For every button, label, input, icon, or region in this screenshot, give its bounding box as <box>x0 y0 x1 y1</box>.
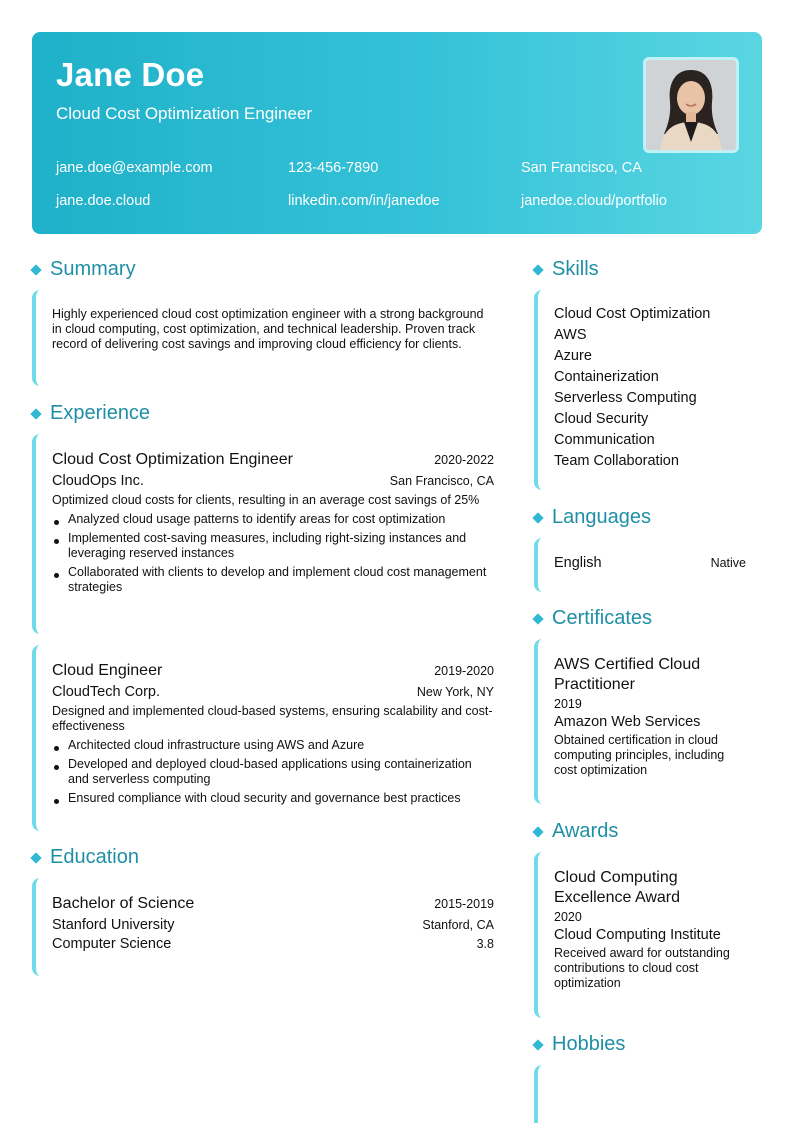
certificate-block <box>534 639 746 804</box>
skill-item: Containerization <box>554 369 659 385</box>
job-dates: 2020-2022 <box>434 453 494 467</box>
skill-item: Azure <box>554 348 592 364</box>
job-company: CloudOps Inc. <box>52 473 144 489</box>
education-block <box>32 878 494 976</box>
skills-heading-text: Skills <box>552 258 599 280</box>
hobbies-block <box>534 1065 746 1123</box>
skill-item: Cloud Security <box>554 411 649 427</box>
languages-heading-text: Languages <box>552 506 651 528</box>
award-year: 2020 <box>554 910 582 924</box>
language-name: English <box>554 555 602 571</box>
summary-heading <box>32 258 136 281</box>
summary-text: Highly experienced cloud cost optimization engineer with a strong background in cloud computing, cost optimization, and technical leadership. Proven track record of delivering cost savings and improving cloud efficiency for clients. <box>52 307 484 351</box>
award-description: Received award for outstanding contributions to cloud cost optimization <box>554 946 730 990</box>
candidate-name: Jane Doe <box>56 56 205 93</box>
skills-block <box>534 290 746 490</box>
job-bullets <box>52 512 494 595</box>
skill-item: Team Collaboration <box>554 453 679 469</box>
list-item: Analyzed cloud usage patterns to identify areas for cost optimization <box>52 512 494 527</box>
certificate-year: 2019 <box>554 697 582 711</box>
job-company: CloudTech Corp. <box>52 684 160 700</box>
contact-phone[interactable]: 123-456-7890 <box>288 160 379 176</box>
certificates-heading <box>534 607 652 630</box>
contact-email[interactable]: jane.doe@example.com <box>56 160 213 176</box>
candidate-title: Cloud Cost Optimization Engineer <box>56 104 313 123</box>
education-field: Computer Science <box>52 936 172 952</box>
resume-header <box>32 32 762 234</box>
diamond-icon <box>532 1039 543 1050</box>
skills-heading <box>534 258 599 281</box>
language-level: Native <box>710 556 746 570</box>
education-gpa: 3.8 <box>476 937 494 951</box>
hobbies-heading-text: Hobbies <box>552 1033 626 1055</box>
job-summary: Optimized cloud costs for clients, resulting in an average cost savings of 25% <box>52 493 480 507</box>
contact-website[interactable]: jane.doe.cloud <box>56 193 151 209</box>
skill-item: Communication <box>554 432 655 448</box>
education-dates: 2015-2019 <box>434 897 494 911</box>
diamond-icon <box>532 512 543 523</box>
job-bullets <box>52 738 494 806</box>
job-location: New York, NY <box>416 685 494 699</box>
languages-heading <box>534 506 651 529</box>
education-degree: Bachelor of Science <box>52 895 195 912</box>
skill-item: AWS <box>554 327 587 343</box>
experience-heading <box>32 402 150 425</box>
job-location: San Francisco, CA <box>389 474 494 488</box>
experience-item <box>32 434 494 634</box>
contact-location: San Francisco, CA <box>521 160 642 176</box>
skill-item: Cloud Cost Optimization <box>554 306 711 322</box>
diamond-icon <box>532 826 543 837</box>
summary-heading-text: Summary <box>50 258 136 280</box>
contact-linkedin[interactable]: linkedin.com/in/janedoe <box>288 193 440 209</box>
diamond-icon <box>30 852 41 863</box>
education-heading-text: Education <box>50 846 139 868</box>
education-location: Stanford, CA <box>422 918 494 932</box>
diamond-icon <box>532 613 543 624</box>
award-title: Cloud Computing Excellence Award <box>554 869 680 906</box>
certificate-issuer: Amazon Web Services <box>554 714 701 730</box>
hobbies-heading <box>534 1033 625 1056</box>
experience-item <box>32 645 494 831</box>
skill-item: Serverless Computing <box>554 390 697 406</box>
list-item: Collaborated with clients to develop and implement cloud cost management strategies <box>52 565 494 595</box>
summary-block <box>32 290 494 386</box>
awards-heading-text: Awards <box>552 820 619 842</box>
award-block <box>534 852 746 1018</box>
education-school: Stanford University <box>52 917 175 933</box>
diamond-icon <box>30 264 41 275</box>
diamond-icon <box>30 408 41 419</box>
list-item: Developed and deployed cloud-based applications using containerization and serverless computing <box>52 757 494 787</box>
list-item: Architected cloud infrastructure using AWS and Azure <box>52 738 494 753</box>
experience-heading-text: Experience <box>50 402 151 424</box>
contact-portfolio[interactable]: janedoe.cloud/portfolio <box>521 193 667 209</box>
job-summary: Designed and implemented cloud-based systems, ensuring scalability and cost-effectiveness <box>52 704 493 733</box>
profile-photo <box>643 57 739 153</box>
award-issuer: Cloud Computing Institute <box>554 927 721 943</box>
certificates-heading-text: Certificates <box>552 607 653 629</box>
job-title: Cloud Cost Optimization Engineer <box>52 451 294 468</box>
certificate-description: Obtained certification in cloud computing principles, including cost optimization <box>554 733 725 777</box>
certificate-title: AWS Certified Cloud Practitioner <box>554 656 701 693</box>
job-title: Cloud Engineer <box>52 662 163 679</box>
diamond-icon <box>532 264 543 275</box>
list-item: Ensured compliance with cloud security and governance best practices <box>52 791 494 806</box>
education-heading <box>32 846 139 869</box>
awards-heading <box>534 820 618 843</box>
list-item: Implemented cost-saving measures, including right-sizing instances and leveraging reserved instances <box>52 531 494 561</box>
job-dates: 2019-2020 <box>434 664 494 678</box>
profile-photo-icon <box>646 60 736 150</box>
languages-block <box>534 538 746 592</box>
